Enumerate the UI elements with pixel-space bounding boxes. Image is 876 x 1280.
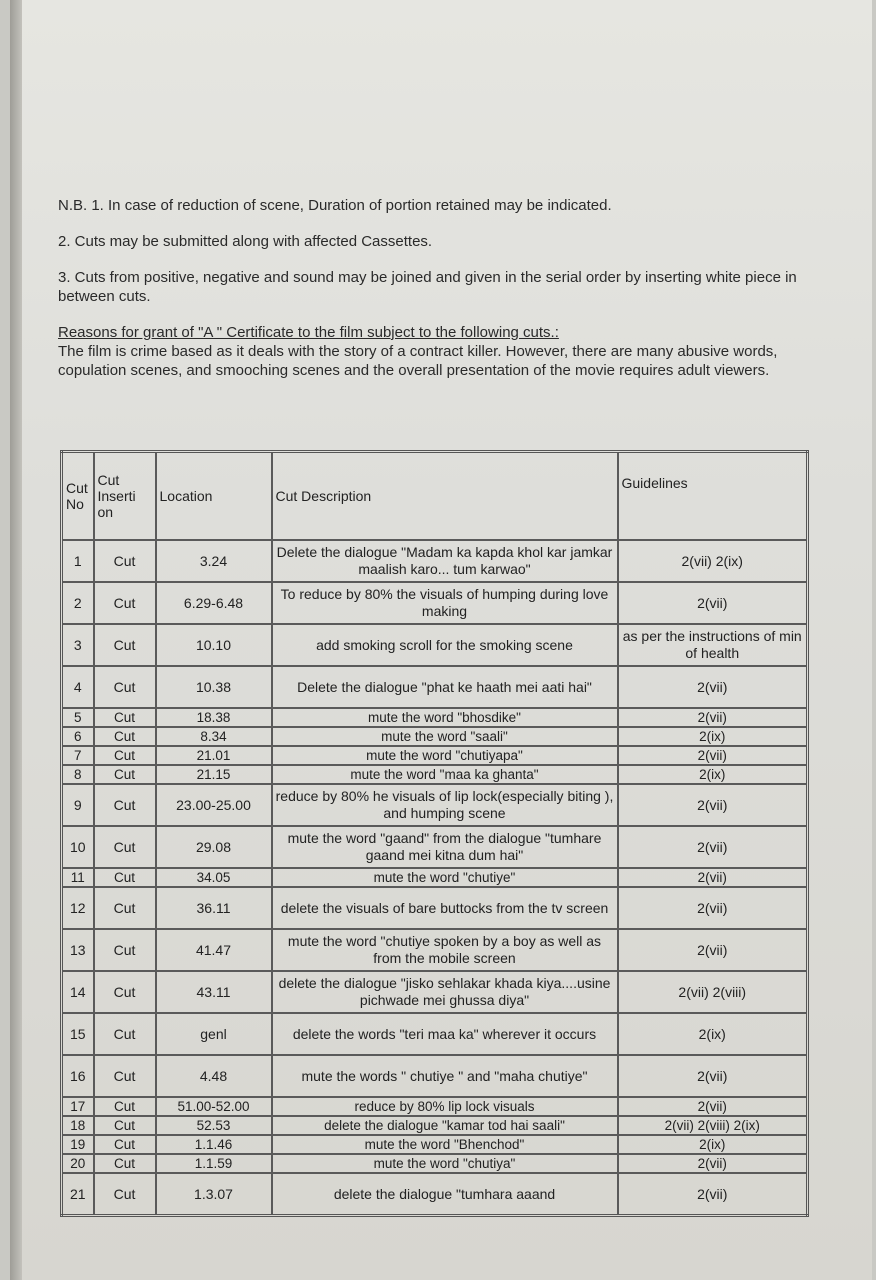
header-guidelines: Guidelines xyxy=(618,452,808,541)
cell-location: 8.34 xyxy=(156,727,272,746)
cell-description: reduce by 80% he visuals of lip lock(especially biting ), and humping scene xyxy=(272,784,618,826)
cell-description: To reduce by 80% the visuals of humping during love making xyxy=(272,582,618,624)
cell-location: genl xyxy=(156,1013,272,1055)
cell-location: 34.05 xyxy=(156,868,272,887)
cell-location: 29.08 xyxy=(156,826,272,868)
cell-guideline: 2(vii) xyxy=(618,868,808,887)
note-2: 2. Cuts may be submitted along with affected Cassettes. xyxy=(58,233,433,250)
cell-guideline: 2(vii) xyxy=(618,708,808,727)
note-3: 3. Cuts from positive, negative and sound may be joined and given in the serial order by inserting white piece in between cuts. xyxy=(58,269,797,305)
cell-cut-no: 7 xyxy=(62,746,94,765)
cell-location: 6.29-6.48 xyxy=(156,582,272,624)
cell-description: delete the visuals of bare buttocks from the tv screen xyxy=(272,887,618,929)
cell-description: mute the word "saali" xyxy=(272,727,618,746)
cell-location: 23.00-25.00 xyxy=(156,784,272,826)
cell-guideline: 2(vii) xyxy=(618,666,808,708)
cell-guideline: 2(vii) xyxy=(618,826,808,868)
cell-description: mute the word "chutiya" xyxy=(272,1154,618,1173)
table-row xyxy=(62,1097,808,1116)
cell-description: mute the word "bhosdike" xyxy=(272,708,618,727)
cell-location: 36.11 xyxy=(156,887,272,929)
cell-cut-no: 12 xyxy=(62,887,94,929)
cell-cut-type: Cut xyxy=(94,887,156,929)
cell-location: 1.1.59 xyxy=(156,1154,272,1173)
cell-cut-no: 10 xyxy=(62,826,94,868)
cell-cut-no: 8 xyxy=(62,765,94,784)
cell-cut-no: 21 xyxy=(62,1173,94,1216)
cell-description: mute the word "gaand" from the dialogue "tumhare gaand mei kitna dum hai" xyxy=(272,826,618,868)
cell-cut-type: Cut xyxy=(94,971,156,1013)
cell-description: mute the word "chutiye" xyxy=(272,868,618,887)
table-row xyxy=(62,887,808,929)
cell-cut-type: Cut xyxy=(94,929,156,971)
cell-location: 52.53 xyxy=(156,1116,272,1135)
cell-guideline: 2(vii) xyxy=(618,582,808,624)
cell-cut-no: 1 xyxy=(62,540,94,582)
header-cut-no: Cut No xyxy=(62,452,94,541)
cell-cut-type: Cut xyxy=(94,826,156,868)
cell-cut-no: 5 xyxy=(62,708,94,727)
table-row xyxy=(62,1135,808,1154)
cell-description: mute the word "maa ka ghanta" xyxy=(272,765,618,784)
cell-description: mute the word "chutiyapa" xyxy=(272,746,618,765)
table-row xyxy=(62,1013,808,1055)
cell-guideline: 2(ix) xyxy=(618,727,808,746)
cell-guideline: 2(vii) xyxy=(618,1154,808,1173)
cell-cut-type: Cut xyxy=(94,708,156,727)
cell-guideline: 2(vii) xyxy=(618,746,808,765)
cell-guideline: 2(vii) 2(ix) xyxy=(618,540,808,582)
cell-cut-type: Cut xyxy=(94,582,156,624)
cell-description: reduce by 80% lip lock visuals xyxy=(272,1097,618,1116)
cell-cut-no: 2 xyxy=(62,582,94,624)
table-header-row xyxy=(62,452,808,541)
cell-guideline: 2(ix) xyxy=(618,1013,808,1055)
cell-location: 10.38 xyxy=(156,666,272,708)
cell-cut-no: 9 xyxy=(62,784,94,826)
cell-cut-no: 20 xyxy=(62,1154,94,1173)
note-1: N.B. 1. In case of reduction of scene, Duration of portion retained may be indicated. xyxy=(58,197,612,214)
cell-cut-no: 18 xyxy=(62,1116,94,1135)
table-row xyxy=(62,784,808,826)
cell-cut-no: 11 xyxy=(62,868,94,887)
cell-cut-type: Cut xyxy=(94,746,156,765)
table-row xyxy=(62,971,808,1013)
cell-guideline: 2(ix) xyxy=(618,765,808,784)
cell-location: 4.48 xyxy=(156,1055,272,1097)
reasons-title: Reasons for grant of "A " Certificate to the film subject to the following cuts.: xyxy=(58,324,559,341)
cell-cut-type: Cut xyxy=(94,765,156,784)
table-row xyxy=(62,1116,808,1135)
cell-location: 51.00-52.00 xyxy=(156,1097,272,1116)
cell-cut-no: 6 xyxy=(62,727,94,746)
cell-guideline: 2(vii) 2(viii) xyxy=(618,971,808,1013)
table-row xyxy=(62,868,808,887)
table-row xyxy=(62,826,808,868)
table-row xyxy=(62,746,808,765)
header-location: Location xyxy=(156,452,272,541)
cell-cut-no: 16 xyxy=(62,1055,94,1097)
cell-cut-type: Cut xyxy=(94,624,156,666)
cell-cut-type: Cut xyxy=(94,1116,156,1135)
cell-cut-no: 19 xyxy=(62,1135,94,1154)
table-row xyxy=(62,1173,808,1216)
cell-cut-no: 14 xyxy=(62,971,94,1013)
cell-location: 43.11 xyxy=(156,971,272,1013)
cell-cut-type: Cut xyxy=(94,666,156,708)
cell-guideline: as per the instructions of min of health xyxy=(618,624,808,666)
cell-description: add smoking scroll for the smoking scene xyxy=(272,624,618,666)
cell-cut-no: 17 xyxy=(62,1097,94,1116)
cell-location: 1.1.46 xyxy=(156,1135,272,1154)
cell-cut-no: 4 xyxy=(62,666,94,708)
cell-cut-no: 15 xyxy=(62,1013,94,1055)
notes-section xyxy=(58,196,818,380)
cell-cut-type: Cut xyxy=(94,1013,156,1055)
cell-guideline: 2(vii) xyxy=(618,784,808,826)
cell-cut-type: Cut xyxy=(94,1135,156,1154)
cell-location: 18.38 xyxy=(156,708,272,727)
table-row xyxy=(62,727,808,746)
cell-guideline: 2(ix) xyxy=(618,1135,808,1154)
header-cut-description: Cut Description xyxy=(272,452,618,541)
cell-description: delete the dialogue "jisko sehlakar khada kiya....usine pichwade mei ghussa diya" xyxy=(272,971,618,1013)
cell-cut-type: Cut xyxy=(94,1173,156,1216)
cell-cut-type: Cut xyxy=(94,727,156,746)
cell-cut-type: Cut xyxy=(94,784,156,826)
table-row xyxy=(62,1154,808,1173)
cell-description: mute the word "chutiye spoken by a boy as well as from the mobile screen xyxy=(272,929,618,971)
cell-cut-type: Cut xyxy=(94,1154,156,1173)
table-row xyxy=(62,708,808,727)
cell-description: Delete the dialogue "phat ke haath mei aati hai" xyxy=(272,666,618,708)
cell-description: delete the dialogue "kamar tod hai saali" xyxy=(272,1116,618,1135)
cell-description: delete the dialogue "tumhara aaand xyxy=(272,1173,618,1216)
page-edge xyxy=(10,0,22,1280)
cell-guideline: 2(vii) xyxy=(618,1097,808,1116)
cell-description: delete the words "teri maa ka" wherever it occurs xyxy=(272,1013,618,1055)
table-row xyxy=(62,624,808,666)
cell-cut-type: Cut xyxy=(94,1055,156,1097)
cell-location: 21.01 xyxy=(156,746,272,765)
cuts-table-container xyxy=(60,450,806,1217)
cell-guideline: 2(vii) xyxy=(618,887,808,929)
cell-cut-no: 3 xyxy=(62,624,94,666)
cell-cut-type: Cut xyxy=(94,1097,156,1116)
reasons-body: The film is crime based as it deals with the story of a contract killer. However, there are many abusive words, copulation scenes, and smooching scenes and the overall presentation of the movie requires adult viewers. xyxy=(58,343,778,379)
table-row xyxy=(62,582,808,624)
cell-cut-no: 13 xyxy=(62,929,94,971)
table-row xyxy=(62,540,808,582)
cell-location: 21.15 xyxy=(156,765,272,784)
cell-location: 41.47 xyxy=(156,929,272,971)
cell-description: Delete the dialogue "Madam ka kapda khol kar jamkar maalish karo... tum karwao" xyxy=(272,540,618,582)
cell-cut-type: Cut xyxy=(94,540,156,582)
cell-guideline: 2(vii) xyxy=(618,1173,808,1216)
cell-guideline: 2(vii) xyxy=(618,929,808,971)
cuts-table xyxy=(60,450,809,1217)
table-row xyxy=(62,929,808,971)
cell-location: 3.24 xyxy=(156,540,272,582)
table-row xyxy=(62,765,808,784)
cell-guideline: 2(vii) 2(viii) 2(ix) xyxy=(618,1116,808,1135)
table-row xyxy=(62,666,808,708)
table-row xyxy=(62,1055,808,1097)
cell-location: 10.10 xyxy=(156,624,272,666)
cell-cut-type: Cut xyxy=(94,868,156,887)
cell-description: mute the word "Bhenchod" xyxy=(272,1135,618,1154)
cell-description: mute the words " chutiye " and "maha chutiye" xyxy=(272,1055,618,1097)
cell-location: 1.3.07 xyxy=(156,1173,272,1216)
table-body xyxy=(62,540,808,1216)
header-cut-insertion: Cut Inserti on xyxy=(94,452,156,541)
cell-guideline: 2(vii) xyxy=(618,1055,808,1097)
